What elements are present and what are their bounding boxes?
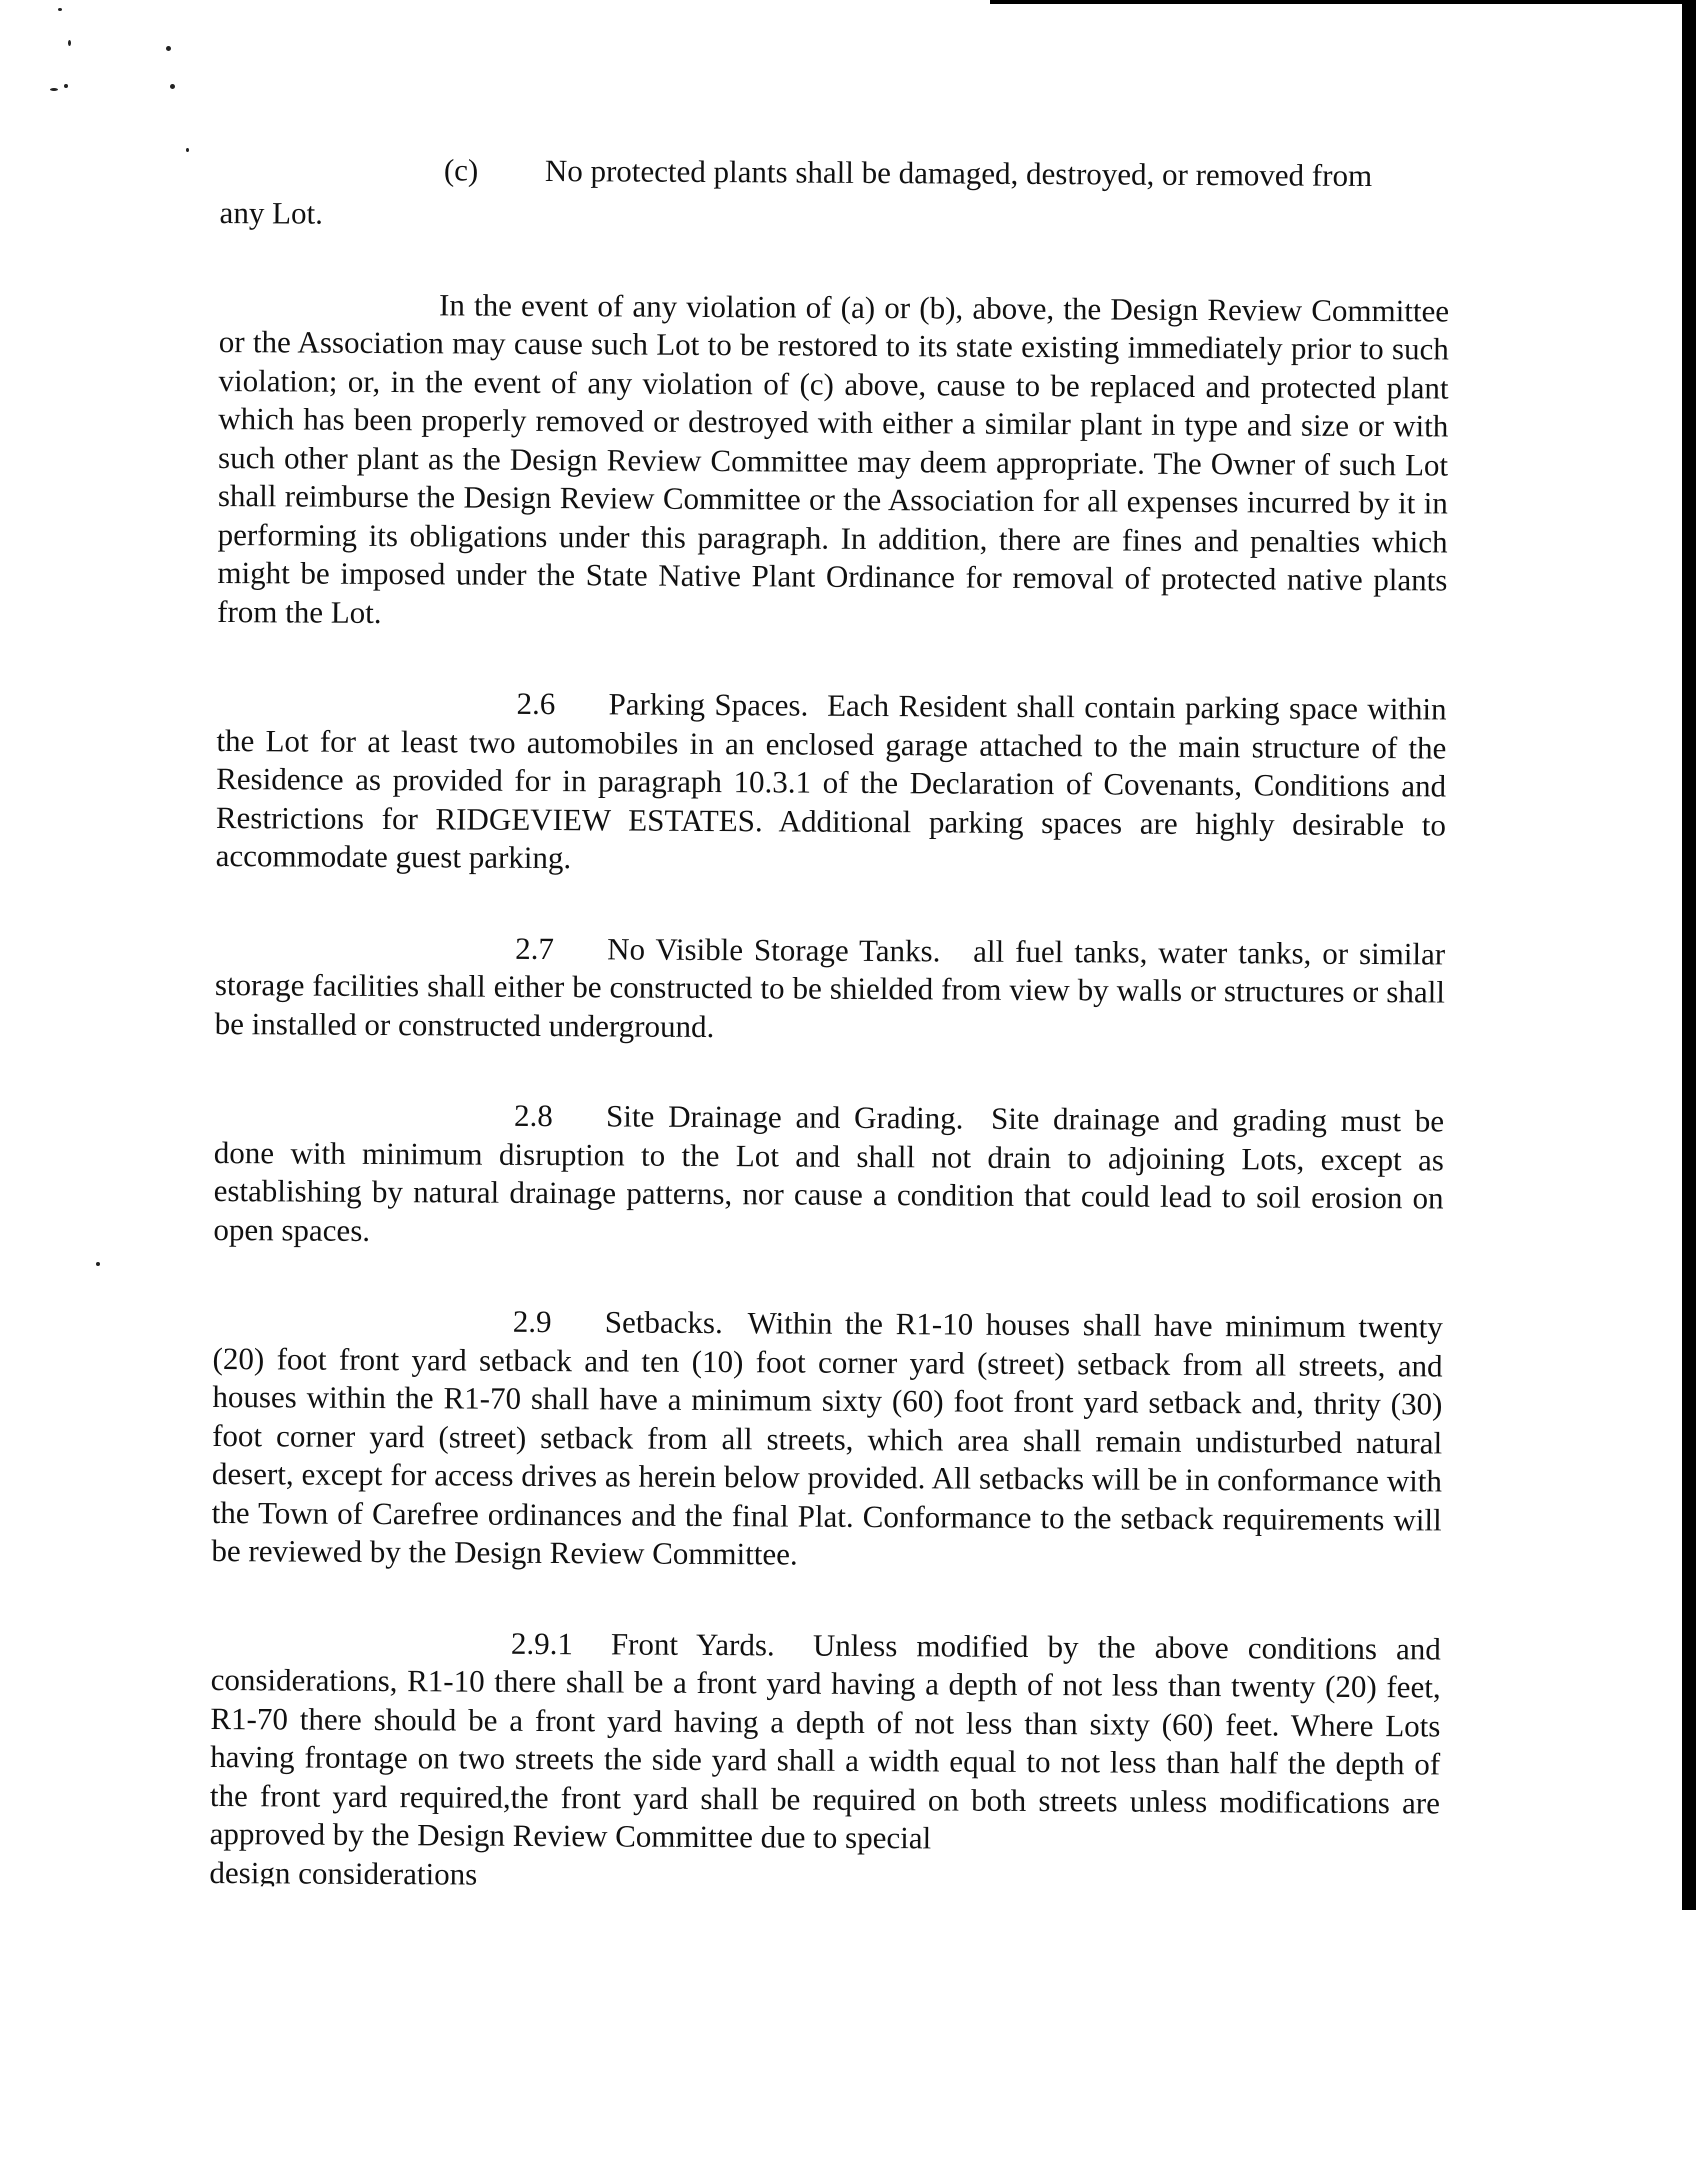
- section-2-9: [211, 1301, 1443, 1578]
- paragraph-gap: [215, 875, 1445, 935]
- section-heading: Front Yards.: [610, 1625, 775, 1662]
- section-heading: Parking Spaces.: [608, 686, 809, 723]
- section-text: Each Resident shall contain parking space within the Lot for at least two automobiles in an enclosed garage attached to the main structure of the Residence as provided for in paragraph 10.3.1 of the Declaration of Covenants, Conditions and Restrictions for RIDGEVIEW ESTATES. Additional parking spaces are highly desirable to accommodate guest parking.: [215, 687, 1447, 876]
- scan-edge-top: [990, 0, 1696, 4]
- section-2-9-1: [210, 1622, 1441, 1861]
- paragraph-gap: [217, 631, 1447, 691]
- paragraph-gap: [219, 232, 1449, 292]
- section-text-last: design considerations: [209, 1854, 478, 1892]
- violation-paragraph: In the event of any violation of (a) or (b), above, the Design Review Committee or the Association may cause such Lot to be restored to its state existing immediately prior to such violation; or, in the event of any violation of (c) above, cause to be replaced and protected plant which has been properly removed or destroyed with either a similar plant in type and size or with such other plant as the Design Review Committee may deem appropriate. The Owner of such Lot shall reimburse the Design Review Committee or the Association for all expenses incurred by it in performing its obligations under this paragraph. In addition, there are fines and penalties which might be imposed under the State Native Plant Ordinance for removal of protected native plants from the Lot.: [217, 286, 1450, 630]
- scan-speck: [68, 40, 71, 46]
- section-text: Unless modified by the above conditions and considerations, R1-10 there shall be a front yard having a depth of not less than twenty (20) feet, R1-70 there should be a front yard having a depth of not less than sixty (60) feet. Where Lots having frontage on two streets the side yard shall a width equal to not less than half the depth of the front yard required,the front yard shall be required on both streets unless modifications are approved by the Design Review Committee due to special: [209, 1627, 1441, 1856]
- scan-speck: [170, 84, 175, 89]
- paragraph-gap: [213, 1249, 1443, 1309]
- section-number: 2.8: [514, 1097, 553, 1134]
- scan-edge-right: [1682, 0, 1696, 1910]
- section-number: 2.6: [516, 685, 556, 722]
- scan-speck: [64, 84, 68, 88]
- section-heading: Setbacks.: [604, 1304, 723, 1341]
- scan-speck: [58, 8, 62, 11]
- section-2-6: [216, 683, 1447, 883]
- section-number: 2.9.1: [510, 1625, 573, 1661]
- clause-c-continuation: any Lot.: [219, 194, 324, 231]
- section-text: all fuel tanks, water tanks, or similar storage facilities shall either be constructed to be shielded from view by walls or structures or shall be installed or constructed underground.: [214, 933, 1446, 1044]
- clause-c-label: (c): [443, 152, 479, 188]
- section-number: 2.9: [512, 1303, 552, 1340]
- section-text: Within the R1-10 houses shall have minimum twenty (20) foot front yard setback and ten (10) foot corner yard (street) setback from all streets, and houses within the R1-70 shall have a minimum sixty (60) foot front yard setback and, thrity (30) foot corner yard (street) setback from all streets, which area shall remain undisturbed natural desert, except for access drives as herein below provided. All setbacks will be in conformance with the Town of Carefree ordinances and the final Plat. Conformance to the setback requirements will be reviewed by the Design Review Committee.: [211, 1305, 1443, 1572]
- scan-speck: [96, 1262, 100, 1266]
- section-heading: No Visible Storage Tanks.: [607, 930, 941, 968]
- cut-off-line: [209, 1853, 1439, 1893]
- clause-c-text: No protected plants shall be damaged, destroyed, or removed from: [544, 152, 1373, 194]
- section-number: 2.7: [515, 930, 554, 966]
- section-heading: Site Drainage and Grading.: [606, 1098, 964, 1136]
- document-body: [209, 150, 1450, 1893]
- scan-speck: [166, 46, 171, 51]
- scan-speck: [186, 148, 189, 152]
- section-2-8: [213, 1095, 1444, 1257]
- scan-speck: [50, 88, 58, 91]
- section-2-7: [215, 927, 1446, 1050]
- section-text: Site drainage and grading must be done with minimum disruption to the Lot and shall not drain to adjoining Lots, except as establishing by natural drainage patterns, nor cause a condition that could lead to soil erosion on open spaces.: [213, 1100, 1445, 1248]
- paragraph-gap: [214, 1043, 1444, 1103]
- clause-c: [220, 150, 1450, 202]
- paragraph-gap: [211, 1570, 1441, 1630]
